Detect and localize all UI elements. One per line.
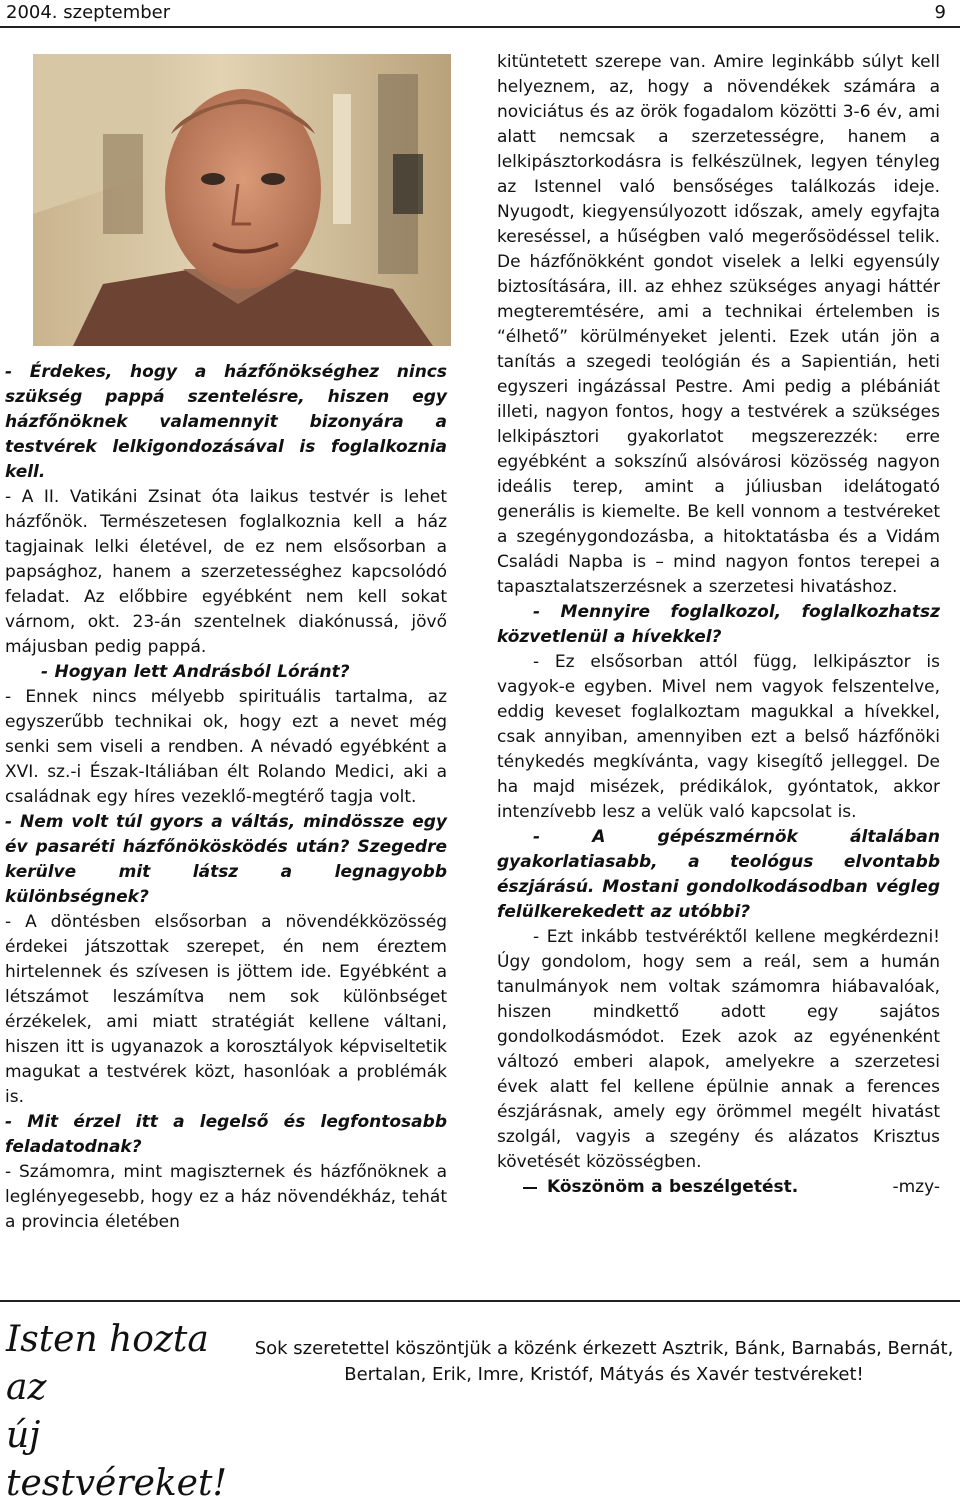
page-header [6,0,946,26]
header-divider [0,26,960,28]
answer-4: - Számomra, mint magiszternek és házfőnöknek a leglényegesebb, hogy ez a ház növendékház, tehát a provincia életében [5,1162,447,1232]
answer-3: - A döntésben elsősorban a növendékközösség érdekei játszottak szerepet, én nem éreztem hirtelennek és szívesen is jöttem ide. Egyébként a létszámot leszámítva nem sok különbséget érzékelek, ami miatt stratégiát kellene váltani, hiszen itt is ugyanazok a korosztályok képviseltetik magukat a testvérek közt, hasonlóak a problémák is. [5,912,447,1107]
question-4: - Mit érzel itt a legelső és legfontosabb feladatodnak? [5,1112,447,1157]
author-signature: -mzy- [892,1177,940,1197]
footer-divider [0,1300,960,1302]
welcome-title-line-1: Isten hozta az [6,1319,209,1408]
answer-1: - A II. Vatikáni Zsinat óta laikus testvér is lehet házfőnök. Természetesen foglalkoznia kell a ház tagjainak lelki életével, de ez nem elsősorban a papsághoz, hanem a szerzetességhez kapcsolódó feladat. Az előbbire egyébként nem kell sokat várnom, okt. 23-án szentelnek diakónussá, jövő májusban pedig pappá. [5,487,447,657]
question-2: - Hogyan lett Andrásból Lóránt? [41,662,350,682]
portrait-photo-image [33,54,451,346]
welcome-title [6,1316,256,1508]
answer-5: - Ez elsősorban attól függ, lelkipásztor is vagyok-e egyben. Mivel nem vagyok felszentelve, eddig keveset foglalkoztam magukkal a hívekkel, csak annyiban, amennyiben ezt a belső házfőnöki ténykedés megkívánta, vagy kisegítő jelleggel. De ha majd misézek, prédikálok, gyóntatok, akkor intenzívebb lesz a velük való kapcsolat is. [497,652,940,822]
answer-2: - Ennek nincs mélyebb spirituális tartalma, az egyszerűbb technikai ok, hogy ezt a nevet még senki sem viseli a rendben. A névadó egyébként a XVI. sz.-i Észak-Itáliában élt Rolando Medici, aki a családnak egy híres vezeklő-megtérő tagja volt. [5,687,447,807]
question-6: - A gépészmérnök általában gyakorlatiasabb, a teológus elvontabb észjárású. Mostani gondolkodásodban végleg felülkerekedett az utóbbi? [497,827,940,922]
answer-4-continued: kitüntetett szerepe van. Amire leginkább súlyt kell helyeznem, az, hogy a növendékek számára a noviciátus és az örök fogadalom közötti 3-6 év, ami alatt nemcsak a szerzetességre, hanem a lelkipásztorkodásra is felkészülnek, legyen tényleg az Istennel való bensőséges találkozás ideje. Nyugodt, kiegyensúlyozott időszak, amely egyfajta kereséssel, a hűségben való megerősödéssel telik. De házfőnökként gondot viselek a lelki egyensúly biztosítására, ill. az ehhez szükséges anyagi háttér megteremtésére, ami a technikai értelemben is “élhető” körülményeket jelenti. Ezek után jön a tanítás a szegedi teológián és a Sapientián, heti egyszeri ingázással Pestre. Ami pedig a plébániát illeti, nagyon fontos, hogy a testvérek a szükséges lelkipásztori gyakorlatot megszerezzék: erre egyébként a sokszínű alsóvárosi közösség nagyon ideális terep, amint a júliusban idelátogató generális is kiemelte. Be kell vonnom a testvéreket a szegénygondozásba, a hitoktatásba és a Vidám Családi Napba is – mind nagyon fontos terepei a tapasztalatszerzésnek a szerzetesi hivatáshoz. [497,52,940,597]
left-column [5,360,447,1235]
welcome-title-line-2: új testvéreket! [6,1415,227,1504]
page-number: 9 [934,2,946,23]
question-1: - Érdekes, hogy a házfőnökséghez nincs szükség pappá szentelésre, hiszen egy házfőnöknek valamennyit bizonyára a testvérek lelkigondozásával is foglalkoznia kell. [5,362,447,482]
closing-line [497,1175,940,1200]
closing-thanks: Köszönöm a beszélgetést. [547,1177,799,1197]
portrait-photo [33,54,451,346]
welcome-text: Sok szeretettel köszöntjük a közénk érkezett Asztrik, Bánk, Barnabás, Bernát, Bertalan, Erik, Imre, Kristóf, Mátyás és Xavér testvéreket! [254,1338,954,1385]
issue-date: 2004. szeptember [6,2,171,23]
right-column [497,50,940,1200]
answer-6: - Ezt inkább testvéréktől kellene megkérdezni! Úgy gondolom, hogy sem a reál, sem a humán tanulmányok nem voltak számomra hiábavalóak, hiszen mindkettő adott egy sajátos gondolkodásmódot. Ezek azok az egyénenként változó emberi alapok, amelyekre a szerzetesi évek alatt fel kellene épülnie annak a ferences észjárásnak, amely egy örömmel megélt hivatást szolgál, vagyis a szegény és alázatos Krisztus követését közösségben. [497,927,940,1172]
closing-dash [523,1187,537,1189]
question-3: - Nem volt túl gyors a váltás, mindössze egy év pasaréti házfőnökösködés után? Szegedre kerülve mit látsz a legnagyobb különbségnek? [5,812,447,907]
question-5: - Mennyire foglalkozol, foglalkozhatsz közvetlenül a hívekkel? [497,602,940,647]
